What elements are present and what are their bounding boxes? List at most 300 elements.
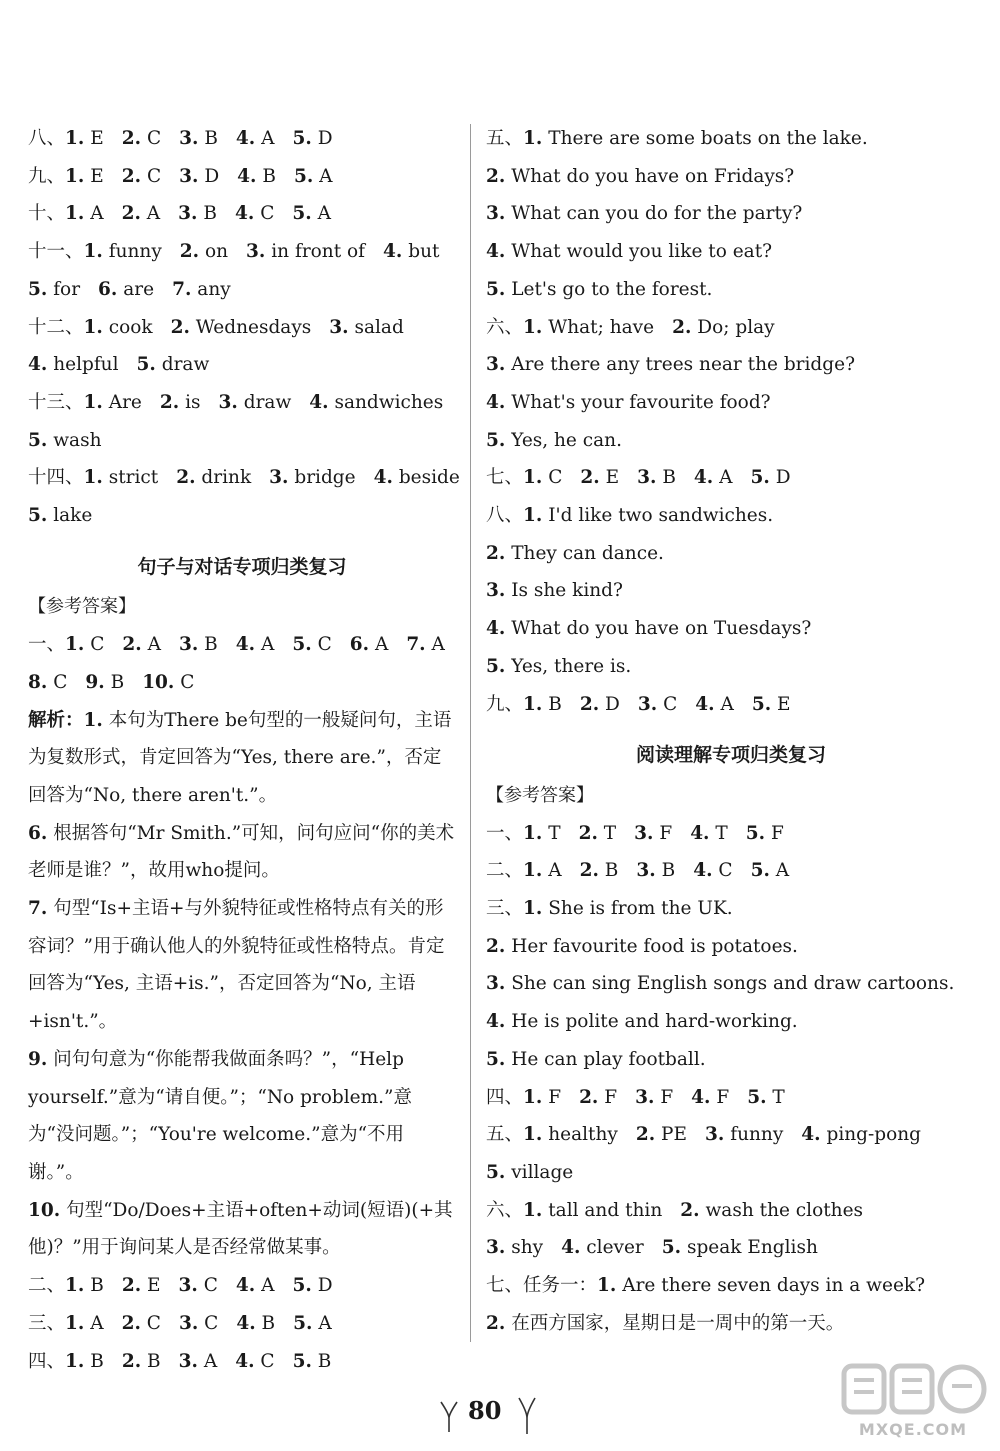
answer-line	[486, 852, 976, 890]
answer-line	[486, 271, 976, 309]
question-number: 1.	[65, 203, 85, 225]
answer-text: C	[542, 467, 563, 489]
question-number: 2.	[121, 165, 142, 187]
question-number: 4.	[801, 1124, 821, 1146]
question-number: 7.	[172, 278, 192, 300]
answer-text: tall and thin	[542, 1199, 663, 1221]
question-number: 2.	[486, 542, 506, 564]
question-number: 2.	[159, 391, 180, 413]
right-column	[486, 120, 976, 1343]
answer-line	[28, 384, 456, 422]
question-number: 3.	[486, 203, 506, 225]
question-number: 3.	[178, 1350, 198, 1372]
answer-text: T	[709, 822, 728, 844]
question-number: 2.	[579, 693, 600, 715]
answer-text: C	[254, 203, 275, 225]
answer-text: C	[47, 671, 68, 693]
answer-text: Wednesdays	[189, 316, 312, 338]
answer-text: healthy	[542, 1124, 618, 1146]
question-number: 1.	[65, 128, 85, 149]
answer-text: What do you have on Tuesdays?	[505, 618, 812, 640]
question-number: 9.	[85, 671, 105, 693]
answer-line	[486, 346, 976, 384]
question-number: 3.	[486, 580, 506, 602]
answer-line	[486, 965, 976, 1003]
question-number: 4.	[486, 1011, 506, 1033]
question-number: 1.	[65, 634, 85, 656]
answer-text: A	[255, 634, 275, 656]
question-number: 1.	[523, 898, 543, 920]
answer-line	[28, 1305, 456, 1343]
left-column	[28, 120, 460, 1380]
section-number: 二、	[486, 860, 524, 882]
section-number: 二、	[28, 1275, 66, 1297]
answer-line	[28, 1267, 456, 1305]
question-number: 5.	[486, 429, 506, 451]
answer-text: A	[141, 634, 161, 656]
answer-text: C	[141, 128, 162, 149]
column-divider	[470, 124, 471, 1342]
question-number: 5.	[136, 354, 156, 376]
question-number: 5.	[486, 1048, 506, 1070]
section-number: 八、	[28, 128, 66, 149]
question-number: 5.	[747, 1086, 767, 1108]
answer-text: drink	[195, 467, 252, 489]
answer-text: are	[117, 278, 155, 300]
question-number: 2.	[672, 316, 692, 338]
answer-line	[28, 422, 456, 460]
question-number: 3.	[218, 391, 238, 413]
explanation-paragraph	[28, 890, 456, 1041]
answer-text: What; have	[542, 316, 655, 338]
question-number: 2.	[121, 1350, 142, 1372]
question-number: 2.	[170, 316, 190, 338]
answer-text: B	[198, 634, 218, 656]
section-number: 十三、	[28, 391, 84, 413]
question-number: 2.	[579, 860, 599, 882]
section-number: 五、	[486, 1124, 524, 1146]
answer-line	[28, 664, 456, 702]
answer-line	[486, 384, 976, 422]
answer-text: B	[598, 860, 619, 882]
answer-text: A	[311, 203, 331, 225]
answer-line	[486, 497, 976, 535]
question-number: 1.	[65, 1350, 85, 1372]
question-number: 1.	[523, 1199, 543, 1221]
question-number: 4.	[235, 128, 256, 149]
answer-text: B	[84, 1275, 104, 1297]
question-number: 1.	[523, 505, 543, 527]
answer-text: C	[197, 1275, 218, 1297]
left-answers-top	[28, 120, 460, 535]
question-number: 4.	[235, 634, 256, 656]
question-number: 2.	[486, 1312, 506, 1334]
answer-text: C	[712, 860, 733, 882]
answer-text: for	[47, 278, 81, 300]
question-number: 1.	[523, 1124, 543, 1146]
section-number: 五、	[486, 128, 524, 149]
question-number: 5.	[661, 1237, 682, 1259]
answer-text: What would you like to eat?	[505, 241, 773, 263]
answer-text: F	[598, 1086, 618, 1108]
answer-text: A	[197, 1350, 218, 1372]
answer-text: Are there any trees near the bridge?	[505, 354, 855, 376]
explanation-text: 问句句意为“你能帮我做面条吗？”，“Help yourself.”意为“请自便。”；“No problem.”意为“没问题。”；“You're welcome.”意为“不用谢。”。	[28, 1048, 412, 1183]
question-number: 3.	[178, 1312, 199, 1334]
question-number: 5.	[750, 860, 770, 882]
question-number: 3.	[637, 693, 658, 715]
answer-text: cook	[102, 316, 153, 338]
answer-text: Are	[102, 391, 142, 413]
answer-text: C	[657, 693, 678, 715]
question-number: 3.	[178, 1275, 198, 1297]
answer-text: What's your favourite food?	[505, 391, 771, 413]
question-number: 2.	[578, 822, 598, 844]
question-number: 2.	[579, 1086, 599, 1108]
section-number: 七、	[486, 467, 524, 489]
answer-text: A	[714, 693, 734, 715]
question-number: 5.	[292, 203, 312, 225]
question-number: 3.	[486, 973, 506, 995]
answer-text: A	[542, 860, 562, 882]
question-number: 3.	[635, 1086, 655, 1108]
question-number: 4.	[237, 165, 257, 187]
answer-text: A	[312, 1312, 332, 1334]
question-number: 2.	[122, 634, 142, 656]
explanations	[28, 702, 456, 1268]
question-number: 2.	[121, 1275, 142, 1297]
question-number: 5.	[486, 1161, 506, 1183]
answer-line	[486, 1079, 976, 1117]
answer-text: C	[141, 165, 162, 187]
explanation-number: 7.	[28, 898, 48, 920]
question-number: 1.	[523, 822, 543, 844]
question-number: 4.	[235, 1275, 256, 1297]
answer-text: bridge	[288, 467, 356, 489]
answer-text: draw	[155, 354, 210, 376]
answer-line	[28, 158, 456, 196]
section-number: 十、	[28, 203, 66, 225]
answer-text: ping-pong	[820, 1124, 921, 1146]
question-number: 5.	[486, 278, 506, 300]
answer-text: There are some boats on the lake.	[542, 128, 868, 149]
answer-text: beside	[392, 467, 460, 489]
answer-text: Her favourite food is potatoes.	[505, 935, 798, 957]
question-number: 10.	[142, 671, 175, 693]
question-number: 5.	[292, 1275, 312, 1297]
explanation-paragraph	[28, 1041, 456, 1192]
answer-text: B	[197, 203, 217, 225]
answer-text: is	[179, 391, 201, 413]
explanation-paragraph	[28, 702, 456, 815]
section-number: 六、	[486, 316, 524, 338]
answer-text: E	[599, 467, 620, 489]
answer-text: F	[765, 822, 784, 844]
answer-text: They can dance.	[505, 542, 664, 564]
answer-line	[486, 928, 976, 966]
section-number: 六、	[486, 1199, 524, 1221]
answer-text: A	[713, 467, 733, 489]
explanation-number: 9.	[28, 1048, 48, 1070]
page-number: 80	[468, 1396, 502, 1425]
answer-text: E	[84, 128, 104, 149]
answer-text: D	[599, 693, 620, 715]
question-number: 5.	[28, 278, 48, 300]
answer-text: She is from the UK.	[542, 898, 733, 920]
question-number: 5.	[28, 429, 48, 451]
answer-text: 在西方国家，星期日是一周中的第一天。	[505, 1312, 845, 1334]
question-number: 4.	[561, 1237, 581, 1259]
question-number: 4.	[234, 203, 255, 225]
answer-text: speak English	[681, 1237, 818, 1259]
section-heading-sentences: 句子与对话专项归类复习	[137, 555, 347, 578]
answer-text: She can sing English songs and draw cartoons.	[505, 973, 955, 995]
answer-line	[28, 346, 456, 384]
answer-line	[28, 459, 460, 497]
answer-line	[486, 309, 976, 347]
question-number: 7.	[406, 634, 426, 656]
answer-text: Do; play	[691, 316, 775, 338]
question-number: 1.	[523, 1086, 543, 1108]
answer-line	[28, 233, 456, 271]
section-number: 一、	[486, 822, 524, 844]
answer-line	[486, 1192, 976, 1230]
answer-line	[486, 459, 976, 497]
question-number: 1.	[83, 241, 103, 263]
question-number: 2.	[121, 203, 141, 225]
question-number: 3.	[634, 822, 654, 844]
question-number: 5.	[292, 634, 312, 656]
answer-text: B	[141, 1350, 161, 1372]
question-number: 4.	[309, 391, 329, 413]
answer-text: on	[199, 241, 229, 263]
question-number: 4.	[693, 467, 714, 489]
watermark-logo	[838, 1358, 988, 1444]
answer-text: Is she kind?	[505, 580, 623, 602]
question-number: 3.	[636, 860, 656, 882]
explanation-text: 本句为There be句型的一般疑问句，主语为复数形式，肯定回答为“Yes, there are.”，否定回答为“No, there aren't.”。	[28, 709, 452, 806]
section-number: 一、	[28, 634, 66, 656]
question-number: 1.	[523, 467, 543, 489]
answer-text: What do you have on Fridays?	[505, 165, 795, 187]
left-answers-sentences	[28, 626, 456, 701]
answer-text: I'd like two sandwiches.	[542, 505, 774, 527]
answer-text: helpful	[47, 354, 119, 376]
answer-line	[486, 610, 976, 648]
question-number: 1.	[597, 1275, 617, 1297]
answer-text: D	[311, 1275, 333, 1297]
question-number: 3.	[637, 467, 657, 489]
question-number: 5.	[28, 505, 48, 527]
explanation-text: 根据答句“Mr Smith.”可知，问句应问“你的美术老师是谁？”，故用who提问。	[28, 822, 455, 882]
question-number: 5.	[292, 128, 312, 149]
answer-text: B	[256, 165, 276, 187]
question-number: 1.	[523, 860, 543, 882]
answer-text: strict	[102, 467, 159, 489]
answer-text: A	[769, 860, 790, 882]
answer-text: A	[84, 203, 104, 225]
question-number: 3.	[178, 203, 198, 225]
question-number: 2.	[486, 165, 506, 187]
question-number: 5.	[486, 655, 506, 677]
left-answers-bottom	[28, 1267, 456, 1380]
ornament-left-icon	[438, 1396, 460, 1436]
answer-text: funny	[102, 241, 162, 263]
answer-text: C	[140, 1312, 161, 1334]
answer-text: A	[255, 1275, 275, 1297]
question-number: 4.	[695, 693, 715, 715]
answer-line	[486, 648, 976, 686]
question-number: 4.	[486, 241, 506, 263]
question-number: 2.	[176, 467, 196, 489]
answer-text: C	[174, 671, 195, 693]
question-number: 1.	[523, 693, 543, 715]
question-number: 4.	[236, 1312, 256, 1334]
section-number: 三、	[28, 1312, 66, 1334]
question-number: 6.	[98, 278, 118, 300]
answer-text: B	[542, 693, 562, 715]
question-number: 1.	[523, 316, 543, 338]
question-number: 3.	[179, 128, 199, 149]
answer-text: Yes, he can.	[505, 429, 622, 451]
section-number: 四、	[486, 1086, 524, 1108]
answer-line	[486, 815, 976, 853]
question-number: 5.	[745, 822, 766, 844]
question-number: 5.	[293, 1312, 313, 1334]
question-number: 1.	[83, 467, 103, 489]
right-answers-reading	[486, 815, 976, 1343]
question-number: 3.	[329, 316, 349, 338]
reference-answer-label: 【参考答案】	[486, 784, 594, 806]
answer-text: E	[141, 1275, 161, 1297]
answer-text: draw	[237, 391, 292, 413]
section-number: 八、	[486, 505, 524, 527]
answer-text: village	[505, 1161, 574, 1183]
answer-text: A	[313, 165, 333, 187]
section-number: 七、任务一：	[486, 1275, 598, 1297]
answer-text: F	[710, 1086, 730, 1108]
right-answers-top	[486, 120, 976, 723]
question-number: 4.	[383, 241, 403, 263]
answer-text: B	[198, 128, 218, 149]
section-number: 九、	[28, 165, 66, 187]
answer-line	[486, 1154, 976, 1192]
answer-text: D	[198, 165, 220, 187]
question-number: 2.	[121, 1312, 141, 1334]
question-number: 2.	[486, 935, 506, 957]
explanation-number: 10.	[28, 1199, 61, 1221]
answer-text: T	[766, 1086, 785, 1108]
answer-line	[486, 890, 976, 928]
question-number: 1.	[523, 128, 543, 149]
answer-text: in front of	[265, 241, 366, 263]
question-number: 2.	[179, 241, 200, 263]
question-number: 1.	[83, 391, 103, 413]
answer-text: F	[654, 1086, 674, 1108]
answer-text: What can you do for the party?	[505, 203, 803, 225]
answer-text: B	[104, 671, 125, 693]
question-number: 4.	[693, 860, 713, 882]
answer-text: B	[655, 860, 676, 882]
question-number: 2.	[121, 128, 142, 149]
answer-text: A	[84, 1312, 104, 1334]
answer-text: C	[311, 634, 332, 656]
answer-text: Are there seven days in a week?	[616, 1275, 926, 1297]
question-number: 1.	[65, 165, 85, 187]
answer-text: B	[84, 1350, 104, 1372]
answer-text: B	[311, 1350, 332, 1372]
answer-line	[28, 497, 456, 535]
section-number: 九、	[486, 693, 524, 715]
answer-line	[486, 1041, 976, 1079]
answer-line	[486, 572, 976, 610]
question-number: 4.	[235, 1350, 255, 1372]
answer-line	[486, 120, 976, 158]
answer-text: F	[653, 822, 673, 844]
answer-line	[28, 1343, 456, 1381]
watermark-icon	[838, 1358, 988, 1420]
answer-text: shy	[505, 1237, 544, 1259]
answer-text: funny	[724, 1124, 784, 1146]
question-number: 3.	[705, 1124, 725, 1146]
question-number: 2.	[580, 467, 600, 489]
answer-text: A	[140, 203, 161, 225]
answer-text: any	[191, 278, 231, 300]
answer-text: T	[597, 822, 617, 844]
answer-text: T	[542, 822, 561, 844]
answer-text: C	[254, 1350, 275, 1372]
question-number: 4.	[486, 618, 506, 640]
section-number: 三、	[486, 898, 524, 920]
question-number: 6.	[349, 634, 370, 656]
question-number: 2.	[680, 1199, 700, 1221]
answer-text: but	[402, 241, 440, 263]
question-number: 4.	[486, 391, 506, 413]
question-number: 3.	[486, 354, 506, 376]
answer-text: A	[425, 634, 445, 656]
question-number: 5.	[751, 693, 772, 715]
explanation-text: 句型“Do/Does+主语+often+动词(短语)(+其他)？”用于询问某人是否经常做某事。	[28, 1199, 453, 1259]
answer-text: E	[771, 693, 791, 715]
answer-line	[28, 309, 456, 347]
explanation-text: 句型“Is+主语+与外貌特征或性格特点有关的形容词？”用于确认他人的外貌特征或性格特点。肯定回答为“Yes, 主语+is.”，否定回答为“No, 主语+isn't.”。	[28, 898, 445, 1033]
answer-text: He is polite and hard-working.	[505, 1011, 798, 1033]
question-number: 1.	[65, 1312, 85, 1334]
question-number: 5.	[293, 165, 314, 187]
answer-text: clever	[580, 1237, 644, 1259]
question-number: 5.	[750, 467, 770, 489]
explanation-number: 解析：1.	[28, 709, 103, 731]
question-number: 1.	[83, 316, 103, 338]
answer-line	[486, 158, 976, 196]
answer-line	[28, 271, 456, 309]
answer-text: wash	[47, 429, 102, 451]
answer-text: salad	[348, 316, 404, 338]
section-number: 十四、	[28, 467, 84, 489]
answer-text: B	[255, 1312, 276, 1334]
answer-line	[28, 195, 456, 233]
answer-line	[486, 195, 976, 233]
question-number: 3.	[179, 165, 199, 187]
answer-line	[486, 1305, 976, 1343]
answer-line	[486, 535, 976, 573]
answer-text: wash the clothes	[699, 1199, 864, 1221]
answer-line	[486, 1116, 976, 1154]
question-number: 4.	[690, 822, 710, 844]
answer-text: Yes, there is.	[505, 655, 632, 677]
question-number: 4.	[373, 467, 393, 489]
answer-text: C	[84, 634, 105, 656]
